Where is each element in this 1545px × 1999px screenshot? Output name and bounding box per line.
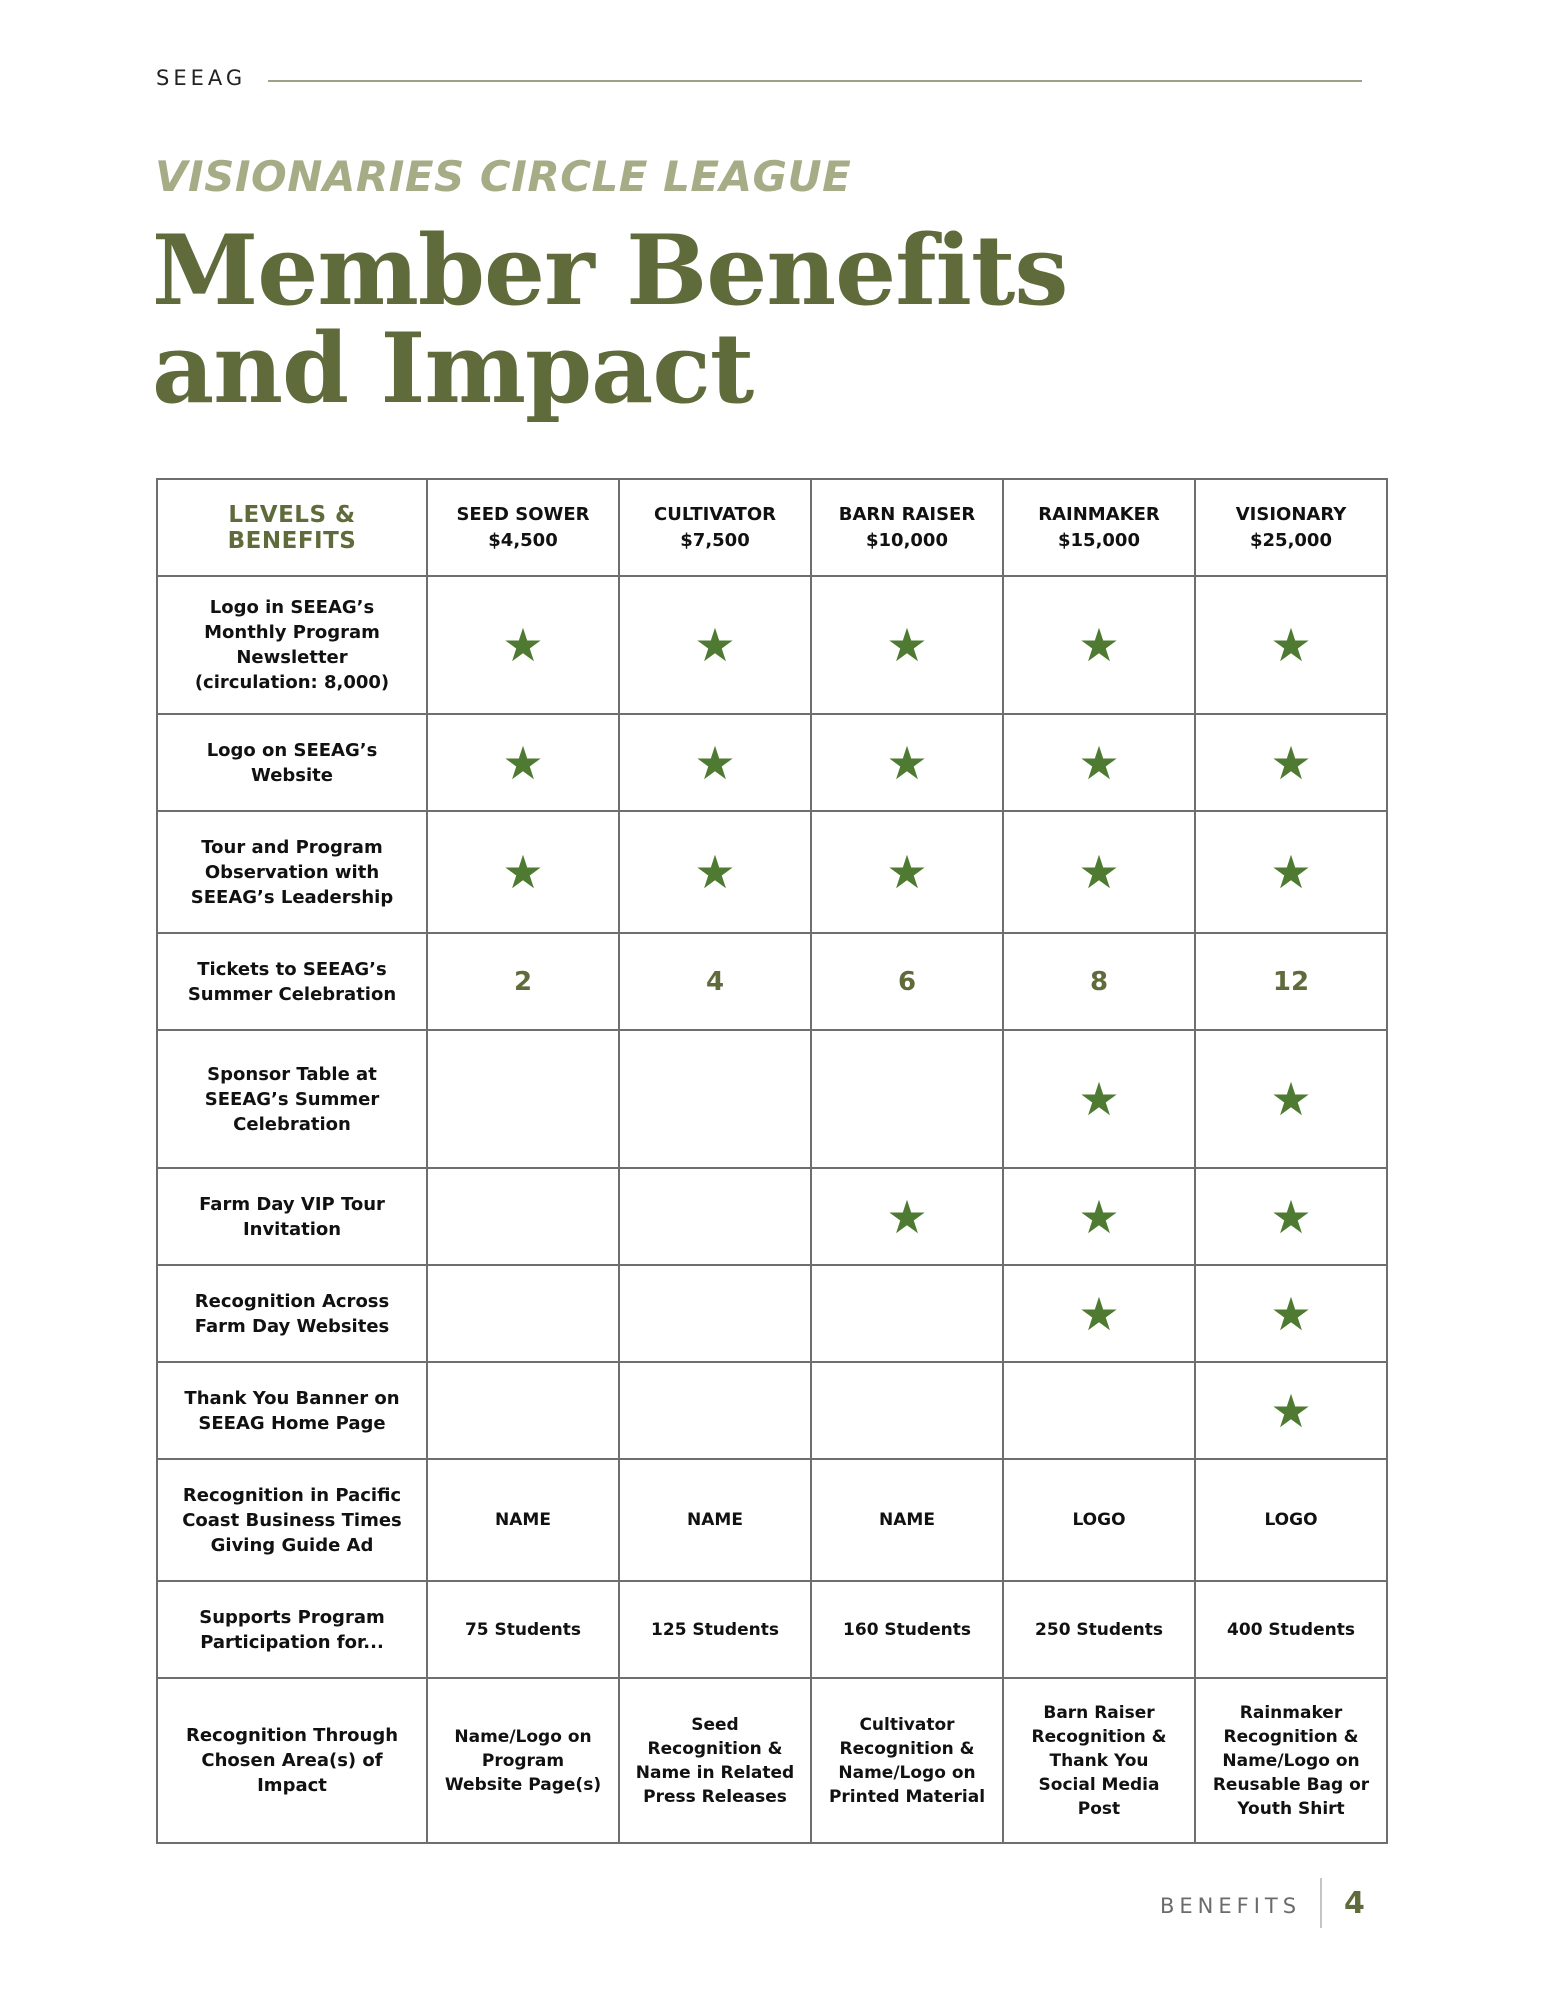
ticket-count: 6	[811, 933, 1003, 1030]
page-header	[156, 66, 1362, 94]
benefit-value: 125 Students	[619, 1581, 811, 1678]
level-name: BARN RAISER	[838, 503, 976, 525]
benefit-cell	[427, 1030, 619, 1168]
benefits-table	[156, 478, 1388, 1844]
table-row	[157, 933, 1387, 1030]
benefit-cell	[427, 1168, 619, 1265]
benefit-cell	[1195, 714, 1387, 811]
benefit-cell	[1003, 714, 1195, 811]
benefit-cell	[1003, 1030, 1195, 1168]
benefit-value: NAME	[619, 1459, 811, 1581]
benefit-rows	[157, 576, 1387, 1843]
benefit-cell	[427, 714, 619, 811]
star-icon: ★	[1270, 618, 1312, 672]
benefit-cell	[811, 1030, 1003, 1168]
level-name: CULTIVATOR	[654, 503, 776, 525]
level-header	[619, 479, 811, 576]
benefit-cell	[1003, 576, 1195, 714]
benefit-cell	[427, 1265, 619, 1362]
benefit-cell	[619, 1362, 811, 1459]
page-number: 4	[1344, 1886, 1365, 1921]
star-icon: ★	[694, 618, 736, 672]
page-title	[152, 214, 1252, 425]
star-icon: ★	[1078, 1189, 1120, 1244]
benefit-cell	[811, 1168, 1003, 1265]
benefit-cell	[427, 576, 619, 714]
benefit-label: Supports Program Participation for...	[157, 1581, 427, 1678]
star-icon: ★	[1078, 845, 1120, 899]
benefit-label: Recognition Through Chosen Area(s) of Impact	[157, 1678, 427, 1843]
star-icon: ★	[1270, 1383, 1312, 1438]
ticket-count: 2	[427, 933, 619, 1030]
star-icon: ★	[1270, 845, 1312, 899]
ticket-count: 8	[1003, 933, 1195, 1030]
header-rule	[268, 80, 1362, 82]
benefit-value: Seed Recognition & Name in Related Press Releases	[619, 1678, 811, 1843]
benefit-label: Recognition in Pacific Coast Business Times Giving Guide Ad	[157, 1459, 427, 1581]
star-icon: ★	[1078, 618, 1120, 672]
table-row	[157, 1168, 1387, 1265]
benefit-cell	[1003, 1362, 1195, 1459]
level-amount: $25,000	[1250, 529, 1332, 551]
table-row	[157, 1459, 1387, 1581]
benefit-cell	[619, 811, 811, 933]
benefit-value: 75 Students	[427, 1581, 619, 1678]
benefit-cell	[811, 1265, 1003, 1362]
benefit-label: Tour and Program Observation with SEEAG’s Leadership	[157, 811, 427, 933]
benefit-cell	[1195, 576, 1387, 714]
star-icon: ★	[502, 618, 544, 672]
level-amount: $4,500	[488, 529, 558, 551]
table-row	[157, 1678, 1387, 1843]
footer-section-label: BENEFITS	[1160, 1894, 1302, 1918]
benefit-cell	[619, 576, 811, 714]
star-icon: ★	[1078, 1286, 1120, 1341]
eyebrow-heading: VISIONARIES CIRCLE LEAGUE	[155, 152, 852, 201]
benefit-cell	[811, 811, 1003, 933]
benefit-cell	[1003, 1168, 1195, 1265]
benefit-cell	[811, 1362, 1003, 1459]
table-row	[157, 811, 1387, 933]
footer-divider	[1320, 1878, 1322, 1928]
level-name: SEED SOWER	[456, 503, 590, 525]
benefit-label: Logo in SEEAG’s Monthly Program Newsletter (circulation: 8,000)	[157, 576, 427, 714]
table-row	[157, 1265, 1387, 1362]
brand-name: SEEAG	[156, 66, 247, 90]
benefit-cell	[1195, 1362, 1387, 1459]
benefit-value: 160 Students	[811, 1581, 1003, 1678]
benefit-cell	[1195, 1265, 1387, 1362]
table-row	[157, 1030, 1387, 1168]
table-row	[157, 1362, 1387, 1459]
benefit-cell	[619, 1030, 811, 1168]
level-header	[427, 479, 619, 576]
benefit-value: Cultivator Recognition & Name/Logo on Printed Material	[811, 1678, 1003, 1843]
table-header-row	[157, 479, 1387, 576]
title-line-1: Member Benefits	[152, 214, 1068, 327]
star-icon: ★	[1270, 1072, 1312, 1126]
benefit-label: Sponsor Table at SEEAG’s Summer Celebration	[157, 1030, 427, 1168]
level-header	[1003, 479, 1195, 576]
benefit-value: NAME	[811, 1459, 1003, 1581]
benefit-value: NAME	[427, 1459, 619, 1581]
benefit-label: Recognition Across Farm Day Websites	[157, 1265, 427, 1362]
benefit-label: Tickets to SEEAG’s Summer Celebration	[157, 933, 427, 1030]
benefit-cell	[811, 714, 1003, 811]
benefit-value: LOGO	[1195, 1459, 1387, 1581]
benefit-cell	[1195, 1030, 1387, 1168]
benefit-cell	[1195, 811, 1387, 933]
level-name: VISIONARY	[1235, 503, 1347, 525]
benefit-cell	[811, 576, 1003, 714]
star-icon: ★	[1270, 735, 1312, 790]
level-header	[1195, 479, 1387, 576]
star-icon: ★	[886, 845, 928, 899]
benefit-cell	[619, 714, 811, 811]
benefit-value: Barn Raiser Recognition & Thank You Social Media Post	[1003, 1678, 1195, 1843]
benefit-cell	[619, 1265, 811, 1362]
level-header	[811, 479, 1003, 576]
benefit-value: LOGO	[1003, 1459, 1195, 1581]
table-row	[157, 714, 1387, 811]
benefit-label: Farm Day VIP Tour Invitation	[157, 1168, 427, 1265]
benefit-cell	[619, 1168, 811, 1265]
table-row	[157, 1581, 1387, 1678]
star-icon: ★	[1078, 735, 1120, 790]
benefit-cell	[1003, 811, 1195, 933]
star-icon: ★	[1270, 1286, 1312, 1341]
title-line-2: and Impact	[152, 312, 754, 425]
ticket-count: 12	[1195, 933, 1387, 1030]
star-icon: ★	[886, 735, 928, 790]
level-amount: $15,000	[1058, 529, 1140, 551]
benefit-value: Rainmaker Recognition & Name/Logo on Reusable Bag or Youth Shirt	[1195, 1678, 1387, 1843]
benefit-value: 400 Students	[1195, 1581, 1387, 1678]
corner-header: LEVELS & BENEFITS	[157, 479, 427, 576]
benefit-value: 250 Students	[1003, 1581, 1195, 1678]
level-amount: $7,500	[680, 529, 750, 551]
star-icon: ★	[1078, 1072, 1120, 1126]
table-row	[157, 576, 1387, 714]
star-icon: ★	[502, 735, 544, 790]
star-icon: ★	[1270, 1189, 1312, 1244]
benefit-label: Thank You Banner on SEEAG Home Page	[157, 1362, 427, 1459]
star-icon: ★	[886, 1189, 928, 1244]
level-amount: $10,000	[866, 529, 948, 551]
benefit-label: Logo on SEEAG’s Website	[157, 714, 427, 811]
star-icon: ★	[694, 845, 736, 899]
star-icon: ★	[694, 735, 736, 790]
benefit-cell	[1003, 1265, 1195, 1362]
page-footer	[1160, 1878, 1380, 1928]
star-icon: ★	[886, 618, 928, 672]
benefit-cell	[427, 1362, 619, 1459]
star-icon: ★	[502, 845, 544, 899]
ticket-count: 4	[619, 933, 811, 1030]
benefit-cell	[1195, 1168, 1387, 1265]
level-name: RAINMAKER	[1038, 503, 1160, 525]
benefit-cell	[427, 811, 619, 933]
benefit-value: Name/Logo on Program Website Page(s)	[427, 1678, 619, 1843]
